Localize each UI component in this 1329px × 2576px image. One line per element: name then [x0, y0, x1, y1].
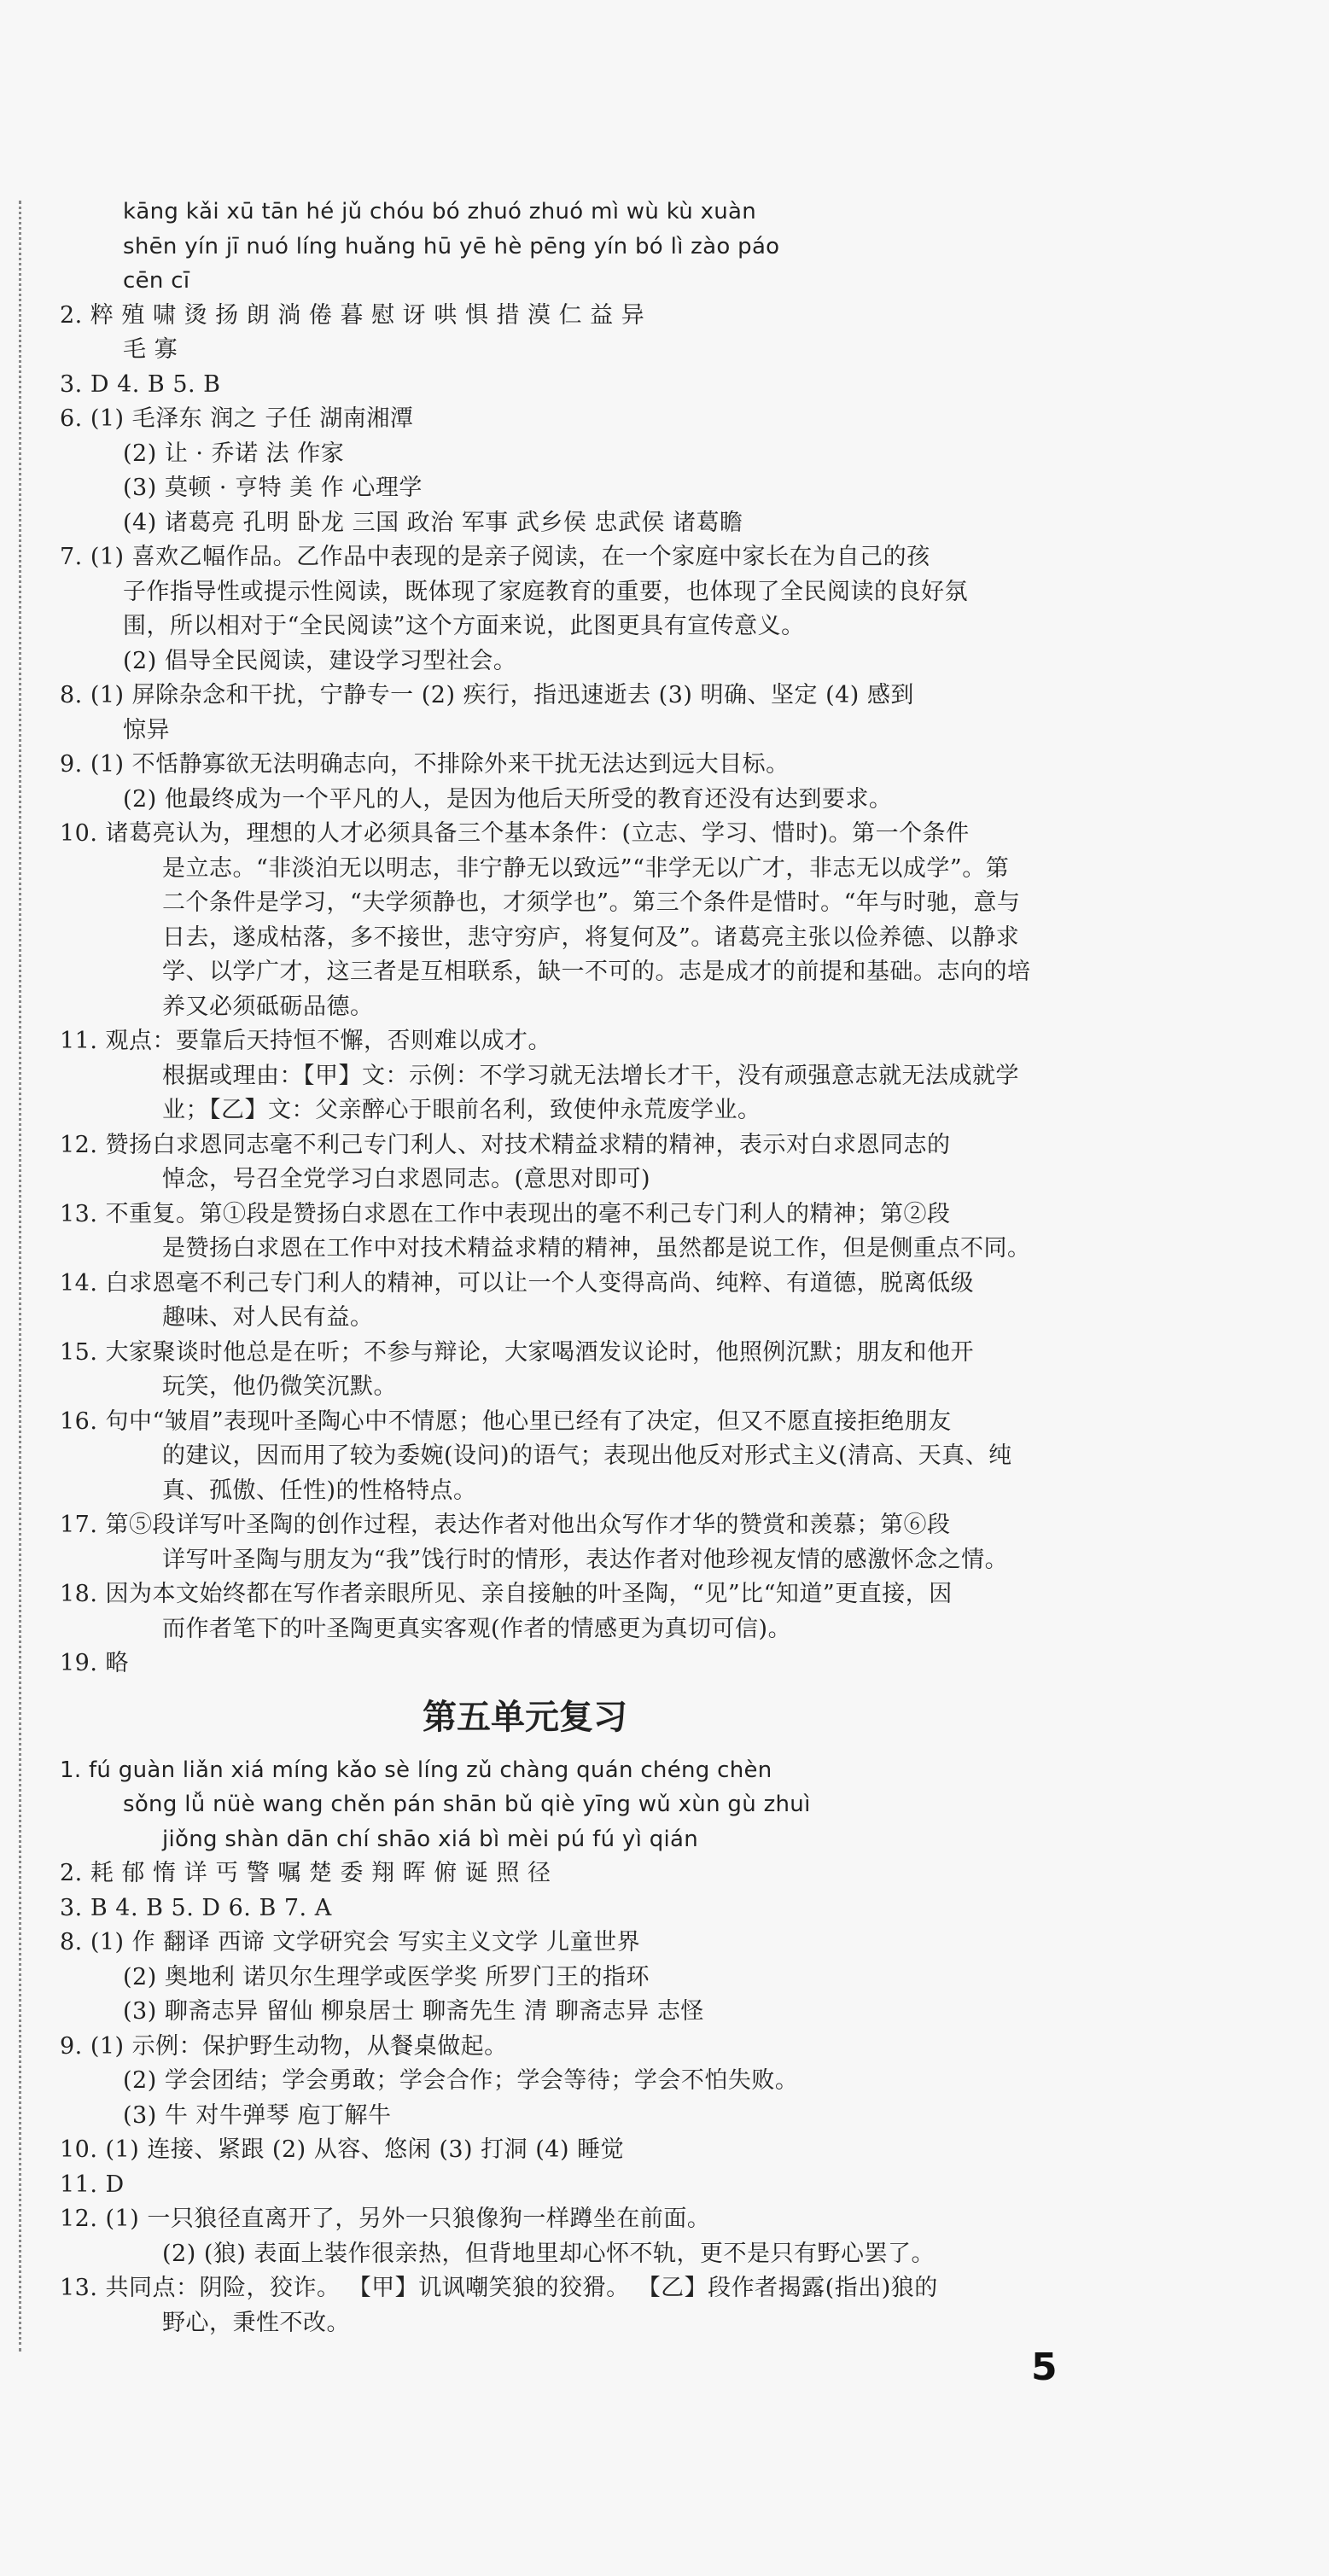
answer-line: 8. (1) 作 翻译 西谛 文学研究会 写实主义文学 儿童世界 — [60, 1929, 641, 1955]
answer-line: (4) 诸葛亮 孔明 卧龙 三国 政治 军事 武乡侯 忠武侯 诸葛瞻 — [123, 509, 743, 536]
answer-line: 10. (1) 连接、紧跟 (2) 从容、悠闲 (3) 打洞 (4) 睡觉 — [60, 2136, 625, 2163]
answer-line: (2) 他最终成为一个平凡的人，是因为他后天所受的教育还没有达到要求。 — [123, 785, 893, 813]
answer-line: (2) 奥地利 诺贝尔生理学或医学奖 所罗门王的指环 — [123, 1963, 650, 1990]
answer-line: 二个条件是学习，“夫学须静也，才须学也”。第三个条件是惜时。“年与时驰，意与 — [162, 889, 1021, 916]
pinyin-line: shēn yín jī nuó líng huǎng hū yē hè pēng yín bó lì zào páo — [123, 233, 780, 259]
answer-line: 17. 第⑤段详写叶圣陶的创作过程，表达作者对他出众写作才华的赞赏和羡慕；第⑥段 — [60, 1512, 951, 1538]
answer-line: 根据或理由：【甲】文：示例：不学习就无法增长才干，没有顽强意志就无法成就学 — [162, 1062, 1019, 1089]
answer-content — [60, 195, 1084, 2340]
answer-line: 子作指导性或提示性阅读，既体现了家庭教育的重要，也体现了全民阅读的良好氛 — [123, 578, 968, 605]
answer-line: 18. 因为本文始终都在写作者亲眼所见、亲自接触的叶圣陶，“见”比“知道”更直接，因 — [60, 1581, 953, 1607]
answer-line: 2. 耗 郁 惰 详 丐 警 嘱 楚 委 翔 晖 俯 诞 照 径 — [60, 1860, 551, 1886]
dotted-cut-line — [19, 201, 21, 2352]
answer-line: 9. (1) 不恬静寡欲无法明确志向，不排除外来干扰无法达到远大目标。 — [60, 751, 790, 778]
answer-line: (3) 聊斋志异 留仙 柳泉居士 聊斋先生 清 聊斋志异 志怪 — [123, 1998, 704, 2025]
pinyin-line: sǒng lǚ nüè wang chěn pán shān bǔ qiè yīng wǔ xùn gù zhuì — [123, 1792, 811, 1817]
answer-line: 10. 诸葛亮认为，理想的人才必须具备三个基本条件：(立志、学习、惜时)。第一个条件 — [60, 820, 970, 847]
answer-line: 学、以学广才，这三者是互相联系，缺一不可的。志是成才的前提和基础。志向的培 — [162, 959, 1031, 985]
answer-line: 2. 粹 殖 啸 烫 扬 朗 淌 倦 暮 慰 讶 哄 惧 措 漠 仁 益 异 — [60, 301, 645, 329]
answer-line: 日去，遂成枯落，多不接世，悲守穷庐，将复何及”。诸葛亮主张以俭养德、以静求 — [162, 924, 1020, 951]
answer-line: 16. 句中“皱眉”表现叶圣陶心中不情愿；他心里已经有了决定，但又不愿直接拒绝朋友 — [60, 1407, 952, 1435]
pinyin-line: 1. fú guàn liǎn xiá míng kǎo sè líng zǔ chàng quán chéng chèn — [60, 1757, 772, 1783]
answer-line: 玩笑，他仍微笑沉默。 — [162, 1373, 397, 1400]
answer-line: 12. 赞扬白求恩同志毫不利己专门利人、对技术精益求精的精神，表示对白求恩同志的 — [60, 1131, 951, 1158]
answer-line: (2) 学会团结；学会勇敢；学会合作；学会等待；学会不怕失败。 — [123, 2067, 799, 2094]
previous-unit-answers — [60, 195, 1084, 1681]
answer-line: 的建议，因而用了较为委婉(设问)的语气；表现出他反对形式主义(清高、天真、纯 — [162, 1442, 1012, 1469]
answer-line: 毛 寡 — [123, 336, 178, 363]
answer-line: 7. (1) 喜欢乙幅作品。乙作品中表现的是亲子阅读，在一个家庭中家长在为自己的孩 — [60, 544, 930, 570]
answer-line: 11. 观点：要靠后天持恒不懈，否则难以成才。 — [60, 1028, 552, 1054]
answer-line: 是立志。“非淡泊无以明志，非宁静无以致远”“非学无以广才，非志无以成学”。第 — [162, 854, 1010, 882]
answer-line: 8. (1) 屏除杂念和干扰，宁静专一 (2) 疾行，指迅速逝去 (3) 明确、坚定 (4) 感到 — [60, 682, 914, 708]
answer-line: 而作者笔下的叶圣陶更真实客观(作者的情感更为真切可信)。 — [162, 1615, 792, 1642]
answer-line: 6. (1) 毛泽东 润之 子任 湖南湘潭 — [60, 405, 414, 432]
answer-line: 19. 略 — [60, 1650, 130, 1676]
pinyin-line: cēn cī — [123, 268, 190, 294]
answer-line: 趣味、对人民有益。 — [162, 1304, 374, 1331]
answer-line: (2) 让 · 乔诺 法 作家 — [123, 440, 345, 467]
answer-line: 悼念，号召全党学习白求恩同志。(意思对即可) — [162, 1166, 651, 1192]
answer-line: 是赞扬白求恩在工作中对技术精益求精的精神，虽然都是说工作，但是侧重点不同。 — [162, 1235, 1031, 1262]
answer-line: 惊异 — [123, 716, 170, 743]
answer-line: (2) (狼) 表面上装作很亲热，但背地里却心怀不轨，更不是只有野心罢了。 — [162, 2240, 935, 2267]
answer-line: 13. 不重复。第①段是赞扬白求恩在工作中表现出的毫不利己专门利人的精神；第②段 — [60, 1200, 951, 1227]
answer-line: 养又必须砥砺品德。 — [162, 993, 374, 1020]
answer-line: 14. 白求恩毫不利己专门利人的精神，可以让一个人变得高尚、纯粹、有道德，脱离低级 — [60, 1269, 975, 1297]
page-number: 5 — [1031, 2346, 1058, 2389]
unit-five-review-answers — [60, 1753, 1084, 2341]
answer-line: 真、孤傲、任性)的性格特点。 — [162, 1477, 477, 1504]
answer-line: 详写叶圣陶与朋友为“我”饯行时的情形，表达作者对他珍视友情的感激怀念之情。 — [162, 1546, 1009, 1573]
pinyin-line: kāng kǎi xū tān hé jǔ chóu bó zhuó zhuó mì wù kù xuàn — [123, 199, 757, 224]
answer-line: 9. (1) 示例：保护野生动物，从餐桌做起。 — [60, 2032, 508, 2060]
answer-line: 11. D — [60, 2171, 125, 2198]
pinyin-line: jiǒng shàn dān chí shāo xiá bì mèi pú fú yì qián — [162, 1826, 699, 1852]
answer-line: 12. (1) 一只狼径直离开了，另外一只狼像狗一样蹲坐在前面。 — [60, 2206, 711, 2232]
answer-line: 围，所以相对于“全民阅读”这个方面来说，此图更具有宣传意义。 — [123, 613, 805, 639]
answer-line: 野心，秉性不改。 — [162, 2309, 350, 2336]
answer-line: (3) 牛 对牛弹琴 庖丁解牛 — [123, 2101, 392, 2129]
answer-line: 3. B 4. B 5. D 6. B 7. A — [60, 1894, 332, 1921]
answer-line: 13. 共同点：阴险，狡诈。 【甲】讥讽嘲笑狼的狡猾。 【乙】段作者揭露(指出)狼的 — [60, 2275, 938, 2301]
section-title: 第五单元复习 — [423, 1697, 627, 1737]
answer-line: 业；【乙】文：父亲醉心于眼前名利，致使仲永荒废学业。 — [162, 1097, 761, 1123]
answer-line: 15. 大家聚谈时他总是在听；不参与辩论，大家喝酒发议论时，他照例沉默；朋友和他开 — [60, 1338, 975, 1366]
answer-line: (3) 莫顿 · 亨特 美 作 心理学 — [123, 475, 423, 501]
answer-line: (2) 倡导全民阅读，建设学习型社会。 — [123, 647, 517, 674]
answer-line: 3. D 4. B 5. B — [60, 370, 221, 398]
